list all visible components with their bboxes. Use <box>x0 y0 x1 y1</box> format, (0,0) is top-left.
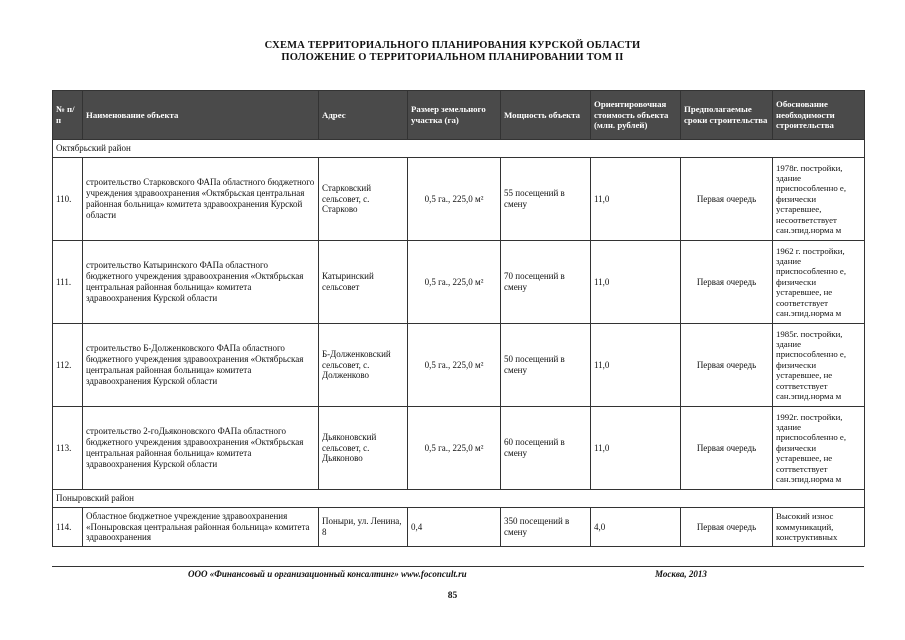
col-header-num: № п/п <box>53 91 83 140</box>
row-address: Старковский сельсовет, с. Старково <box>319 158 408 241</box>
row-name: строительство Катыринского ФАПа областного бюджетного учреждения здравоохранения «Октябрьская центральная районная больница» комитета здравоохранения Курской области <box>83 241 319 324</box>
row-address: Катыринский сельсовет <box>319 241 408 324</box>
col-header-reason: Обоснование необходимости строительства <box>773 91 865 140</box>
row-capacity: 60 посещений в смену <box>501 407 591 490</box>
row-area: 0,5 га., 225,0 м² <box>408 407 501 490</box>
row-area: 0,5 га., 225,0 м² <box>408 324 501 407</box>
row-reason: Высокий износ коммуникаций, конструктивных <box>773 508 865 547</box>
page-number: 85 <box>447 591 458 601</box>
row-num: 114. <box>53 508 83 547</box>
col-header-term: Предполагаемые сроки строительства <box>681 91 773 140</box>
footer-city: Москва, 2013 <box>655 569 707 579</box>
row-capacity: 50 посещений в смену <box>501 324 591 407</box>
row-address: Б-Долженковский сельсовет, с. Долженково <box>319 324 408 407</box>
row-address: Поныри, ул. Ленина, 8 <box>319 508 408 547</box>
footer-company: ООО «Финансовый и организационный консалтинг» www.foconcult.ru <box>188 569 467 579</box>
row-area: 0,4 <box>408 508 501 547</box>
row-cost: 11,0 <box>591 241 681 324</box>
row-reason: 1962 г. постройки, здание приспособленно е, физически устаревшее, не соответствует сан.эпид.норма м <box>773 241 865 324</box>
col-header-cost: Ориентировочная стоимость объекта (млн. рублей) <box>591 91 681 140</box>
row-reason: 1992г. постройки, здание приспособленно е, физически устаревшее, не соттветствует сан.эпид.норма м <box>773 407 865 490</box>
table-row <box>53 407 865 490</box>
col-header-capacity: Мощность объекта <box>501 91 591 140</box>
document-subtitle: ПОЛОЖЕНИЕ О ТЕРРИТОРИАЛЬНОМ ПЛАНИРОВАНИИ ТОМ II <box>281 52 624 63</box>
row-num: 113. <box>53 407 83 490</box>
col-header-name: Наименование объекта <box>83 91 319 140</box>
row-reason: 1985г. постройки, здание приспособленно е, физически устаревшее, не соттветствует сан.эпид.норма м <box>773 324 865 407</box>
section-title: Поныровский район <box>53 490 865 508</box>
row-cost: 11,0 <box>591 158 681 241</box>
row-cost: 11,0 <box>591 324 681 407</box>
row-name: Областное бюджетное учреждение здравоохранения «Поныровская центральная районная больница» комитета здравоохранения <box>83 508 319 547</box>
row-capacity: 350 посещений в смену <box>501 508 591 547</box>
table-row <box>53 508 865 547</box>
section-title: Октябрьский район <box>53 140 865 158</box>
row-name: строительство Старковского ФАПа областного бюджетного учреждения здравоохранения «Октябрьская центральная районная больница» комитета здравоохранения Курской области <box>83 158 319 241</box>
row-capacity: 70 посещений в смену <box>501 241 591 324</box>
objects-table <box>52 90 865 547</box>
row-term: Первая очередь <box>681 407 773 490</box>
row-term: Первая очередь <box>681 324 773 407</box>
row-cost: 4,0 <box>591 508 681 547</box>
row-area: 0,5 га., 225,0 м² <box>408 241 501 324</box>
row-num: 110. <box>53 158 83 241</box>
row-name: строительство Б-Долженковского ФАПа областного бюджетного учреждения здравоохранения «Октябрьская центральная районная больница» комитета здравоохранения Курской области <box>83 324 319 407</box>
row-address: Дьяконовский сельсовет, с. Дьяконово <box>319 407 408 490</box>
row-area: 0,5 га., 225,0 м² <box>408 158 501 241</box>
table-row <box>53 324 865 407</box>
table-row <box>53 241 865 324</box>
row-cost: 11,0 <box>591 407 681 490</box>
section-row <box>53 140 865 158</box>
table-header-row <box>53 91 865 140</box>
row-reason: 1978г. постройки, здание приспособленно е, физически устаревшее, несоответствует сан.эпид.норма м <box>773 158 865 241</box>
document-title: СХЕМА ТЕРРИТОРИАЛЬНОГО ПЛАНИРОВАНИЯ КУРСКОЙ ОБЛАСТИ <box>264 40 641 51</box>
row-name: строительство 2-гоДьяконовского ФАПа областного бюджетного учреждения здравоохранения «Октябрьская центральная районная больница» комитета здравоохранения Курской области <box>83 407 319 490</box>
row-num: 111. <box>53 241 83 324</box>
footer-divider <box>52 566 864 567</box>
row-term: Первая очередь <box>681 158 773 241</box>
row-capacity: 55 посещений в смену <box>501 158 591 241</box>
col-header-address: Адрес <box>319 91 408 140</box>
table-row <box>53 158 865 241</box>
row-num: 112. <box>53 324 83 407</box>
col-header-area: Размер земельного участка (га) <box>408 91 501 140</box>
section-row <box>53 490 865 508</box>
row-term: Первая очередь <box>681 508 773 547</box>
row-term: Первая очередь <box>681 241 773 324</box>
